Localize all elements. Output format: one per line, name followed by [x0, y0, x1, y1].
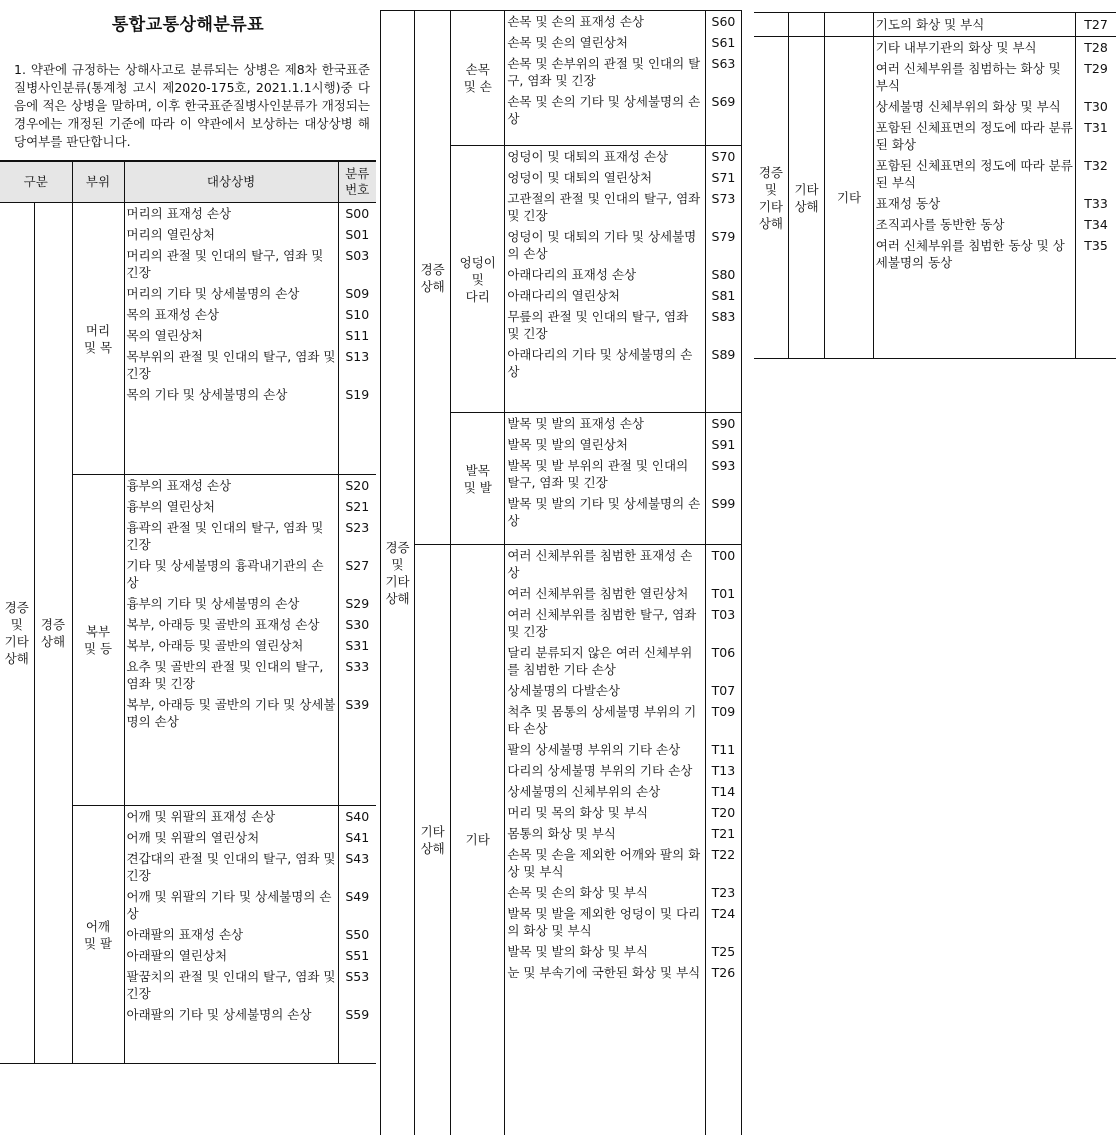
left-column	[0, 0, 376, 1064]
disease-code: T34	[1084, 217, 1108, 232]
disease-name: 발목 및 발의 기타 및 상세불명의 손상	[507, 496, 701, 528]
disease-code: S59	[345, 1007, 370, 1022]
disease-name: 흉부의 기타 및 상세불명의 손상	[126, 596, 300, 611]
disease-code: T25	[711, 944, 736, 959]
items-shoulder-arm	[124, 806, 338, 1064]
disease-name: 팔꿈치의 관절 및 인대의 탈구, 염좌 및 긴장	[126, 969, 336, 1001]
disease-name: 엉덩이 및 대퇴의 기타 및 상세불명의 손상	[507, 229, 697, 261]
disease-name: 머리의 기타 및 상세불명의 손상	[126, 286, 300, 301]
items-other-cont	[873, 37, 1075, 359]
disease-name: 복부, 아래등 및 골반의 기타 및 상세불명의 손상	[126, 697, 336, 729]
disease-code: S70	[711, 149, 736, 164]
disease-name: 척추 및 몸통의 상세불명 부위의 기타 손상	[507, 704, 697, 736]
disease-code: T30	[1084, 99, 1108, 114]
items-wrist-hand	[505, 11, 706, 146]
disease-code: S09	[345, 286, 370, 301]
header-part: 부위	[72, 161, 124, 203]
category-minor-mild: 경증 상해	[415, 11, 451, 545]
disease-name: 발목 및 발 부위의 관절 및 인대의 탈구, 염좌 및 긴장	[507, 458, 689, 490]
item-code: T27	[1076, 13, 1116, 37]
disease-code: S91	[711, 437, 736, 452]
disease-name: 흉부의 표재성 손상	[126, 478, 232, 493]
disease-code: S01	[345, 227, 370, 242]
part-head-neck: 머리 및 목	[72, 203, 124, 475]
disease-name: 머리의 표재성 손상	[126, 206, 232, 221]
disease-name: 상세불명의 다발손상	[507, 683, 620, 698]
disease-name: 흉부의 열린상처	[126, 499, 215, 514]
codes-hip-leg	[705, 146, 741, 413]
disease-code: S90	[711, 416, 736, 431]
disease-name: 몸통의 화상 및 부식	[507, 826, 616, 841]
disease-code: S10	[345, 307, 370, 322]
blank-cell	[788, 13, 824, 37]
category-major: 경증 및 기타 상해	[0, 203, 34, 1064]
codes-other-cont	[1076, 37, 1116, 359]
disease-code: T14	[711, 784, 736, 799]
disease-code: S11	[345, 328, 370, 343]
disease-name: 발목 및 발을 제외한 엉덩이 및 다리의 화상 및 부식	[507, 906, 701, 938]
disease-code: T20	[711, 805, 736, 820]
disease-code: S99	[711, 496, 736, 511]
disease-code: S39	[345, 697, 370, 712]
header-disease: 대상상병	[124, 161, 338, 203]
disease-code: S50	[345, 927, 370, 942]
disease-name: 달리 분류되지 않은 여러 신체부위를 침범한 기타 손상	[507, 645, 693, 677]
disease-code: S63	[711, 56, 736, 71]
disease-name: 다리의 상세불명 부위의 기타 손상	[507, 763, 693, 778]
disease-name: 기타 및 상세불명의 흉곽내기관의 손상	[126, 558, 324, 590]
disease-name: 복부, 아래등 및 골반의 표재성 손상	[126, 617, 320, 632]
category-minor-other: 기타 상해	[415, 545, 451, 1135]
disease-code: S93	[711, 458, 736, 473]
disease-code: S49	[345, 889, 370, 904]
items-abdomen-back	[124, 475, 338, 806]
items-hip-leg	[505, 146, 706, 413]
category-minor: 경증 상해	[34, 203, 72, 1064]
disease-code: S27	[345, 558, 370, 573]
classification-table-part3	[754, 12, 1116, 359]
disease-name: 아래팔의 표재성 손상	[126, 927, 244, 942]
disease-name: 포함된 신체표면의 정도에 따라 분류된 화상	[875, 120, 1073, 152]
classification-table-part1	[0, 160, 376, 1064]
disease-name: 아래팔의 열린상처	[126, 948, 228, 963]
disease-name: 조직괴사를 동반한 동상	[875, 217, 1005, 232]
disease-code: S61	[711, 35, 736, 50]
middle-column	[380, 10, 742, 1135]
disease-code: T09	[711, 704, 736, 719]
disease-name: 발목 및 발의 표재성 손상	[507, 416, 644, 431]
disease-code: S43	[345, 851, 370, 866]
part-hip-leg: 엉덩이 및 다리	[451, 146, 505, 413]
disease-name: 엉덩이 및 대퇴의 열린상처	[507, 170, 653, 185]
disease-code: S30	[345, 617, 370, 632]
disease-name: 여러 신체부위를 침범하는 화상 및 부식	[875, 61, 1061, 93]
classification-table-part2	[380, 10, 742, 1135]
part-other: 기타	[825, 37, 874, 359]
disease-code: S53	[345, 969, 370, 984]
disease-code: T21	[711, 826, 736, 841]
disease-name: 아래다리의 기타 및 상세불명의 손상	[507, 347, 693, 379]
disease-code: T22	[711, 847, 736, 862]
disease-name: 손목 및 손부위의 관절 및 인대의 탈구, 염좌 및 긴장	[507, 56, 701, 88]
disease-name: 발목 및 발의 열린상처	[507, 437, 628, 452]
disease-code: S83	[711, 309, 736, 324]
disease-name: 여러 신체부위를 침범한 탈구, 염좌 및 긴장	[507, 607, 697, 639]
disease-name: 여러 신체부위를 침범한 표재성 손상	[507, 548, 693, 580]
disease-name: 무릎의 관절 및 인대의 탈구, 염좌 및 긴장	[507, 309, 689, 341]
disease-code: T13	[711, 763, 736, 778]
codes-abdomen-back	[338, 475, 376, 806]
codes-ankle-foot	[705, 413, 741, 545]
disease-code: T03	[711, 607, 736, 622]
disease-name: 아래팔의 기타 및 상세불명의 손상	[126, 1007, 312, 1022]
disease-code: T28	[1084, 40, 1108, 55]
disease-code: S19	[345, 387, 370, 402]
disease-name: 목의 기타 및 상세불명의 손상	[126, 387, 288, 402]
codes-head-neck	[338, 203, 376, 475]
disease-code: S60	[711, 14, 736, 29]
disease-name: 아래다리의 표재성 손상	[507, 267, 637, 282]
disease-code: S40	[345, 809, 370, 824]
codes-wrist-hand	[705, 11, 741, 146]
disease-name: 상세불명의 신체부위의 손상	[507, 784, 661, 799]
disease-name: 견갑대의 관절 및 인대의 탈구, 염좌 및 긴장	[126, 851, 336, 883]
disease-name: 복부, 아래등 및 골반의 열린상처	[126, 638, 304, 653]
disease-code: T31	[1084, 120, 1108, 135]
disease-code: S69	[711, 94, 736, 109]
disease-name: 머리의 열린상처	[126, 227, 215, 242]
disease-code: S41	[345, 830, 370, 845]
disease-name: 발목 및 발의 화상 및 부식	[507, 944, 648, 959]
codes-other	[705, 545, 741, 1135]
disease-name: 목의 표재성 손상	[126, 307, 219, 322]
disease-code: S03	[345, 248, 370, 263]
disease-code: S23	[345, 520, 370, 535]
disease-name: 여러 신체부위를 침범한 동상 및 상세불명의 동상	[875, 238, 1065, 270]
disease-name: 손목 및 손의 기타 및 상세불명의 손상	[507, 94, 701, 126]
disease-name: 손목 및 손의 화상 및 부식	[507, 885, 648, 900]
category-major: 경증 및 기타 상해	[381, 11, 415, 1135]
disease-code: S13	[345, 349, 370, 364]
disease-code: T07	[711, 683, 736, 698]
items-head-neck	[124, 203, 338, 475]
codes-shoulder-arm	[338, 806, 376, 1064]
disease-name: 아래다리의 열린상처	[507, 288, 620, 303]
item-name: 기도의 화상 및 부식	[873, 13, 1075, 37]
disease-code: S33	[345, 659, 370, 674]
blank-cell	[825, 13, 874, 37]
part-shoulder-arm: 어깨 및 팔	[72, 806, 124, 1064]
disease-code: S29	[345, 596, 370, 611]
disease-name: 상세불명 신체부위의 화상 및 부식	[875, 99, 1061, 114]
disease-code: T33	[1084, 196, 1108, 211]
part-wrist-hand: 손목 및 손	[451, 11, 505, 146]
disease-name: 목부위의 관절 및 인대의 탈구, 염좌 및 긴장	[126, 349, 336, 381]
disease-code: S79	[711, 229, 736, 244]
disease-name: 목의 열린상처	[126, 328, 203, 343]
document-title: 통합교통상해분류표	[111, 15, 265, 35]
disease-name: 표재성 동상	[875, 196, 941, 211]
category-minor: 기타 상해	[788, 37, 824, 359]
disease-name: 어깨 및 위팔의 열린상처	[126, 830, 260, 845]
disease-code: T35	[1084, 238, 1108, 253]
disease-name: 눈 및 부속기에 국한된 화상 및 부식	[507, 965, 701, 980]
part-abdomen-back: 복부 및 등	[72, 475, 124, 806]
disease-code: S73	[711, 191, 736, 206]
disease-name: 머리의 관절 및 인대의 탈구, 염좌 및 긴장	[126, 248, 324, 280]
disease-code: S20	[345, 478, 370, 493]
items-other	[505, 545, 706, 1135]
disease-name: 여러 신체부위를 침범한 열린상처	[507, 586, 689, 601]
disease-code: S80	[711, 267, 736, 282]
disease-code: S21	[345, 499, 370, 514]
disease-name: 포함된 신체표면의 정도에 따라 분류된 부식	[875, 158, 1073, 190]
disease-code: S71	[711, 170, 736, 185]
disease-code: S51	[345, 948, 370, 963]
disease-name: 팔의 상세불명 부위의 기타 손상	[507, 742, 681, 757]
disease-code: T06	[711, 645, 736, 660]
disease-name: 손목 및 손을 제외한 어깨와 팔의 화상 및 부식	[507, 847, 701, 879]
disease-name: 어깨 및 위팔의 기타 및 상세불명의 손상	[126, 889, 332, 921]
disease-code: T23	[711, 885, 736, 900]
disease-name: 엉덩이 및 대퇴의 표재성 손상	[507, 149, 669, 164]
disease-name: 머리 및 목의 화상 및 부식	[507, 805, 648, 820]
header-category: 구분	[0, 161, 72, 203]
disease-name: 흉곽의 관절 및 인대의 탈구, 염좌 및 긴장	[126, 520, 324, 552]
disease-code: T11	[711, 742, 736, 757]
disease-code: S81	[711, 288, 736, 303]
disease-name: 고관절의 관절 및 인대의 탈구, 염좌 및 긴장	[507, 191, 701, 223]
part-ankle-foot: 발목 및 발	[451, 413, 505, 545]
disease-code: T01	[711, 586, 736, 601]
disease-code: S00	[345, 206, 370, 221]
disease-name: 요추 및 골반의 관절 및 인대의 탈구, 염좌 및 긴장	[126, 659, 324, 691]
disease-code: S31	[345, 638, 370, 653]
disease-code: T29	[1084, 61, 1108, 76]
disease-code: T00	[711, 548, 736, 563]
blank-cell	[754, 13, 788, 37]
items-ankle-foot	[505, 413, 706, 545]
intro-paragraph: 1. 약관에 규정하는 상해사고로 분류되는 상병은 제8차 한국표준질병사인분류(통계청 고시 제2020-175호, 2021.1.1시행)중 다음에 적은 상병을 말하며, 이후 한국표준질병사인분류가 개정되는 경우에는 개정된 기준에 따라 이 약관에서 보상하는 대상상병 해당여부를 판단합니다.	[14, 62, 370, 149]
disease-name: 손목 및 손의 표재성 손상	[507, 14, 644, 29]
part-other: 기타	[451, 545, 505, 1135]
disease-name: 어깨 및 위팔의 표재성 손상	[126, 809, 276, 824]
disease-code: T26	[711, 965, 736, 980]
disease-name: 기타 내부기관의 화상 및 부식	[875, 40, 1037, 55]
disease-name: 손목 및 손의 열린상처	[507, 35, 628, 50]
right-column	[754, 12, 1116, 359]
disease-code: T32	[1084, 158, 1108, 173]
disease-code: S89	[711, 347, 736, 362]
category-major: 경증 및 기타 상해	[754, 37, 788, 359]
disease-code: T24	[711, 906, 736, 921]
header-code: 분류 번호	[338, 161, 376, 203]
